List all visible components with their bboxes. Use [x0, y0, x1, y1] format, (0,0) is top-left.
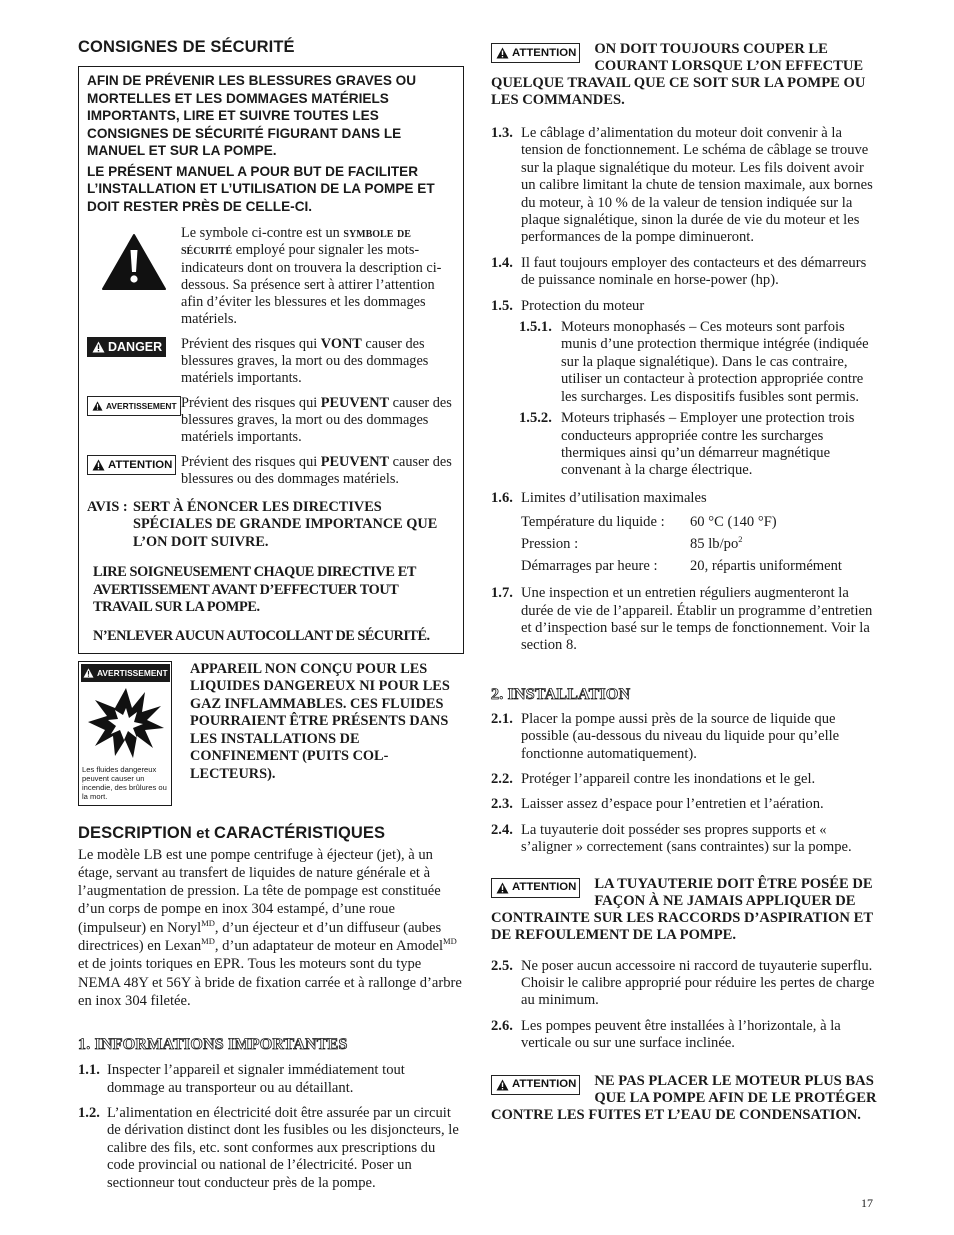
limits-row: Démarrages par heure : 20, répartis uniformément [521, 558, 842, 575]
hazard-caption: Les fluides dangereux peuvent causer un incendie, des brûlures ou la mort. [82, 764, 167, 802]
warning-triangle-icon [92, 401, 103, 411]
hazard-card [78, 661, 172, 806]
safety-symbol-text: Le symbole ci-contre est un symbole de sécurité employé pour signaler les mots-indicateurs dont on trouvera la description ci-dessous. Sa présence sert à attirer l’attention afin d’éviter les blessures et les dommages matériels. [181, 225, 442, 328]
limits-row: Pression : 85 $lb/po^2$ [521, 534, 743, 553]
safety-symbol-row [87, 225, 456, 329]
warning-triangle-icon [496, 47, 509, 59]
list-item: 1.3. Le câblage d’alimentation du moteur doit convenir à la tension de fonctionnement. Le schéma de câblage se trouve sur la plaque signalétique du moteur. Les fils doivent avoir un calibre limitant la chute de tension maximale, aux bornes du moteur, à 10 % de la valeur de tension indiquée sur la plaque signalétique, sinon la durée de vie du moteur et les performances de la pompe diminueront. [491, 125, 873, 246]
attention-piping: ATTENTION LA TUYAUTERIE DOIT ÊTRE POSÉE DE FAÇON À NE JAMAIS APPLIQUER DE CONTRAINTE SUR LES RACCORDS D’ASPIRATION ET DE REFOULEMENT DE LA POMPE. [491, 875, 873, 943]
list-item: 2.2. Protéger l’appareil contre les inondations et le gel. [491, 770, 816, 787]
attention-badge: ATTENTION [491, 1075, 580, 1095]
explosion-icon [87, 684, 165, 762]
read-instructions-text: LIRE SOIGNEUSEMENT CHAQUE DIRECTIVE ET AVERTISSEMENT AVANT D’EFFECTUER TOUT TRAVAIL SUR LA POMPE. [93, 564, 416, 616]
section-2-title: 2. INSTALLATION [491, 685, 631, 703]
list-item: 1.5. Protection du moteur [491, 297, 645, 314]
attention-badge: ATTENTION [491, 43, 580, 63]
attention-motor-position: ATTENTION NE PAS PLACER LE MOTEUR PLUS BAS QUE LA POMPE AFIN DE LE PROTÉGER CONTRE LES FUITES ET L’EAU DE CONDENSATION. [491, 1072, 877, 1123]
attention-badge: ATTENTION [87, 455, 176, 475]
description-text: Le modèle LB est une pompe centrifuge à éjecteur (jet), à un étage, servant au transfert de liquides de nature générale et à l’augmentation de pression. La tête de pompage est constituée d’un corps de pompe en inox 304 estampé, d’une roue (impulseur) en Noryl$^{MD}$, d’un éjecteur et d’un diffuseur (aubes directrices) en Lexan$^{MD}$, d’un adaptateur de moteur en Amodel$^{MD}$ et de joints toriques en EPR. Tous les moteurs sont du type NEMA 48Y et 56Y à bride de fixation carrée et à rallonge d’arbre en inox 304 filetée. [78, 846, 462, 1009]
left-column [78, 38, 464, 1192]
avertissement-badge: AVERTISSEMENT [81, 664, 170, 682]
signal-word-avertissement: AVERTISSEMENT Prévient des risques qui PEUVENT causer des blessures graves, la mort ou des dommages matériels importants. [87, 395, 456, 447]
list-item: 1.5.1. Moteurs monophasés – Ces moteurs sont parfois munis d’une protection thermique intégrée (indiquée sur la plaque signalétique). Dans le cas contraire, utiliser un contacteur à protection appropriée contre les surcharges. Les dispositifs fusibles sont permis. [519, 319, 869, 405]
list-item: 2.5. Ne poser aucun accessoire ni raccord de tuyauterie superflu. Choisir le calibre approprié pour réduire les pertes de charge au minimum. [491, 957, 875, 1009]
limits-row: Température du liquide : 60 °C (140 °F) [521, 514, 777, 531]
safety-caps-2: LE PRÉSENT MANUEL A POUR BUT DE FACILITER L’INSTALLATION ET L’UTILISATION DE LA POMPE ET DOIT RESTER PRÈS DE CELLE-CI. [87, 163, 435, 214]
list-item: 2.1. Placer la pompe aussi près de la source de liquide que possible (au-dessous du niveau du liquide pour qu’elle fonctionne automatiquement). [491, 710, 840, 762]
list-item: 2.3. Laisser assez d’espace pour l’entretien et l’aération. [491, 796, 824, 813]
warning-triangle-icon [496, 882, 509, 894]
safety-box [78, 66, 464, 654]
hazard-text: APPAREIL NON CONÇU POUR LES LIQUIDES DANGEREUX NI POUR LES GAZ INFLAMMABLES. CES FLUIDES POURRAIENT ÊTRE PRÉSENTS DANS LES INSTALLATIONS DE CONFINEMENT (PUITS COLLECTEURS). [190, 660, 450, 782]
hazard-warning [78, 661, 464, 806]
list-item: 2.6. Les pompes peuvent être installées à l’horizontale, à la verticale ou sur une surface inclinée. [491, 1017, 841, 1052]
safety-caps-1: AFIN DE PRÉVENIR LES BLESSURES GRAVES OU MORTELLES ET LES DOMMAGES MATÉRIELS IMPORTANTS, LIRE ET SUIVRE TOUTES LES CONSIGNES DE SÉCURITÉ FIGURANT DANS LE MANUEL ET SUR LA POMPE. [87, 73, 417, 158]
limits-table [521, 511, 877, 577]
list-item: 1.1. Inspecter l’appareil et signaler immédiatement tout dommage au transporteur ou au détaillant. [78, 1062, 405, 1096]
avertissement-badge: AVERTISSEMENT [87, 396, 181, 416]
section-1-title: 1. INFORMATIONS IMPORTANTES [78, 1036, 348, 1054]
attention-power-off: ATTENTION ON DOIT TOUJOURS COUPER LE COURANT LORSQUE L’ON EFFECTUE QUELQUE TRAVAIL QUE CE SOIT SUR LA POMPE OU LES COMMANDES. [491, 41, 866, 108]
signal-word-attention: ATTENTION Prévient des risques qui PEUVENT causer des blessures ou des dommages matériels. [87, 454, 456, 489]
warning-triangle-icon [92, 459, 105, 471]
safety-title: CONSIGNES DE SÉCURITÉ [78, 38, 295, 56]
avis-note: AVIS : SERT À ÉNONCER LES DIRECTIVES SPÉCIALES DE GRANDE IMPORTANCE QUE L’ON DOIT SUIVRE. [87, 499, 438, 550]
list-item: 1.5.2. Moteurs triphasés – Employer une protection trois conducteurs appropriée contre les surcharges thermiques ainsi qu’un démarreur magnétique convenant à la charge électrique. [519, 410, 855, 479]
warning-triangle-icon [496, 1079, 509, 1091]
description-title: DESCRIPTION et CARACTÉRISTIQUES [78, 823, 386, 842]
list-item: 1.2. L’alimentation en électricité doit être assurée par un circuit de dérivation distinct dont les fusibles ou les disjoncteurs, le calibre des fils, etc. sont conformes aux prescriptions du code provincial ou national de l’électricité. Poser un sectionneur tout conducteur près de la pompe. [78, 1105, 459, 1191]
warning-triangle-icon [83, 668, 94, 678]
page-number: 17 [861, 1196, 873, 1210]
attention-badge: ATTENTION [491, 878, 580, 898]
signal-word-danger: DANGER Prévient des risques qui VONT causer des blessures graves, la mort ou des dommages matériels importants. [87, 336, 456, 388]
warning-triangle-icon [92, 341, 105, 353]
list-item: 1.4. Il faut toujours employer des contacteurs et des démarreurs de puissance nominale en horse-power (hp). [491, 254, 867, 289]
right-column [491, 41, 877, 1124]
danger-badge: DANGER [87, 337, 166, 357]
no-remove-labels-text: N’ENLEVER AUCUN AUTOCOLLANT DE SÉCURITÉ. [93, 627, 430, 644]
list-item: 2.4. La tuyauterie doit posséder ses propres supports et « s’aligner » correctement (sans contraintes) sur la pompe. [491, 821, 852, 856]
list-item: 1.6. Limites d’utilisation maximales [491, 489, 707, 506]
list-item: 1.7. Une inspection et un entretien réguliers augmenteront la durée de vie de l’appareil. Établir un programme d’entretien et d’inspection basé sur le temps de fonctionnement. Voir la section 8. [491, 585, 873, 654]
warning-triangle-icon [101, 233, 167, 291]
